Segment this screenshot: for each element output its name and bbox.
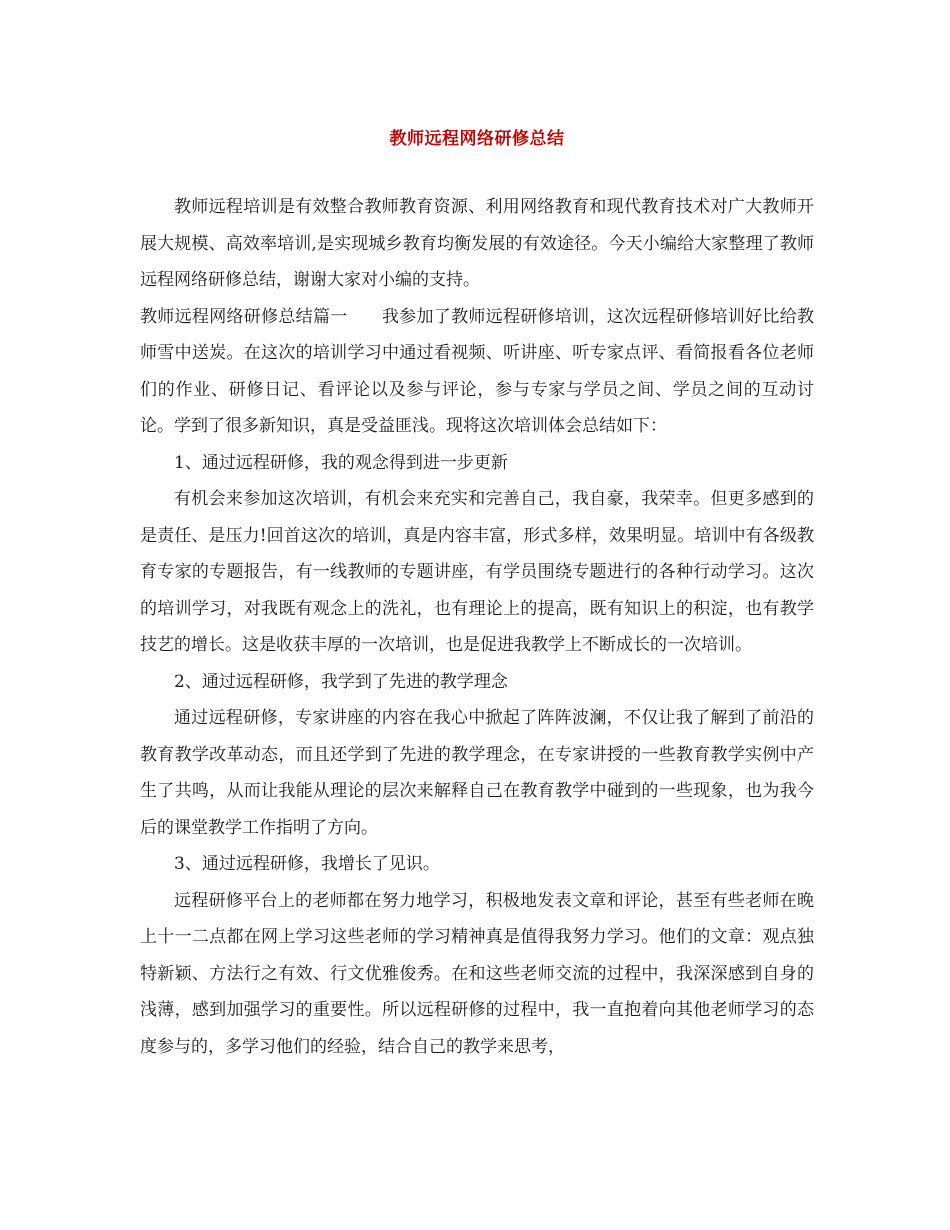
section-paragraph — [140, 299, 814, 445]
point1-paragraph: 有机会来参加这次培训，有机会来充实和完善自己，我自豪，我荣幸。但更多感到的是责任、是压力!回首这次的培训，真是内容丰富，形式多样，效果明显。培训中有各级教育专家的专题报告，有一线教师的专题讲座，有学员围绕专题进行的各种行动学习。这次的培训学习，对我既有观念上的洗礼，也有理论上的提高，既有知识上的积淀，也有教学技艺的增长。这是收获丰厚的一次培训，也是促进我教学上不断成长的一次培训。 — [140, 489, 814, 655]
intro-paragraph: 教师远程培训是有效整合教师教育资源、利用网络教育和现代教育技术对广大教师开展大规模、高效率培训,是实现城乡教育均衡发展的有效途径。今天小编给大家整理了教师远程网络研修总结，谢谢大家对小编的支持。 — [140, 197, 814, 290]
point2-heading: 2、通过远程研修，我学到了先进的教学理念 — [174, 671, 508, 692]
document-body — [140, 189, 814, 1065]
document-title: 教师远程网络研修总结 — [389, 129, 565, 149]
point2-paragraph: 通过远程研修，专家讲座的内容在我心中掀起了阵阵波澜，不仅让我了解到了前沿的教育教学改革动态，而且还学到了先进的教学理念，在专家讲授的一些教育教学实例中产生了共鸣，从而让我能从理论的层次来解释自己在教育教学中碰到的一些现象，也为我今后的课堂教学工作指明了方向。 — [140, 708, 814, 838]
section-intro: 我参加了教师远程研修培训，这次远程研修培训好比给教师雪中送炭。在这次的培训学习中通过看视频、听讲座、听专家点评、看简报看各位老师们的作业、研修日记、看评论以及参与评论，参与专家与学员之间、学员之间的互动讨论。学到了很多新知识，真是受益匪浅。现将这次培训体会总结如下： — [140, 306, 815, 436]
point1-heading: 1、通过远程研修，我的观念得到进一步更新 — [174, 452, 508, 473]
point3-paragraph: 远程研修平台上的老师都在努力地学习，积极地发表文章和评论，甚至有些老师在晚上十一二点都在网上学习这些老师的学习精神真是值得我努力学习。他们的文章：观点独特新颖、方法行之有效、行文优雅俊秀。在和这些老师交流的过程中，我深深感到自身的浅薄，感到加强学习的重要性。所以远程研修的过程中，我一直抱着向其他老师学习的态度参与的，多学习他们的经验，结合自己的教学来思考， — [140, 890, 814, 1057]
section-label: 教师远程网络研修总结篇一 — [140, 306, 348, 327]
point3-heading: 3、通过远程研修，我增长了见识。 — [174, 854, 440, 874]
